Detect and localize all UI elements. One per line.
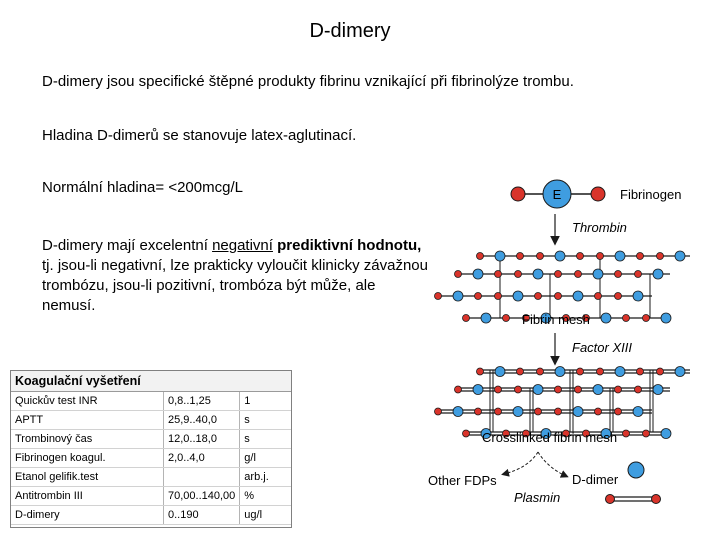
paragraph-ddimer-definition: D-dimery jsou specifické štěpné produkty fibrinu vznikající při fibrinolýze trombu. <box>42 73 574 90</box>
mesh-e-node <box>601 313 611 323</box>
mesh-d-node <box>615 386 622 393</box>
slide-title: D-dimery <box>309 20 391 42</box>
mesh-d-node <box>495 293 502 300</box>
mesh-e-node <box>495 367 505 377</box>
mesh-e-node <box>615 251 625 261</box>
mesh-e-node <box>633 407 643 417</box>
paragraph-predictive-value <box>42 236 432 316</box>
mesh-d-node <box>577 368 584 375</box>
mesh-d-node <box>577 253 584 260</box>
mesh-d-node <box>595 408 602 415</box>
table-row <box>11 487 291 506</box>
mesh-d-node <box>635 386 642 393</box>
mesh-d-node <box>475 293 482 300</box>
reference-range-cell: 12,0..18,0 <box>164 430 240 449</box>
ddimer-d-node-left <box>606 495 615 504</box>
mesh-d-node <box>643 315 650 322</box>
mesh-d-node <box>595 293 602 300</box>
mesh-d-node <box>495 386 502 393</box>
mesh-e-node <box>593 269 603 279</box>
mesh-d-node <box>537 368 544 375</box>
mesh-d-node <box>657 253 664 260</box>
mesh-e-node <box>555 367 565 377</box>
paragraph-latex-agglutination: Hladina D-dimerů se stanovuje latex-aglutinací. <box>42 127 357 144</box>
other-fdps-label: Other FDPs <box>428 473 497 488</box>
ddimer-e-fragment <box>628 462 644 478</box>
ddimer-label: D-dimer <box>572 472 619 487</box>
crosslinked-mesh-label: Crosslinked fibrin mesh <box>482 430 618 445</box>
mesh-d-node <box>435 408 442 415</box>
fibrinogen-molecule <box>511 180 605 208</box>
mesh-d-node <box>635 271 642 278</box>
mesh-d-node <box>463 430 470 437</box>
table-row <box>11 449 291 468</box>
table-row <box>11 392 291 411</box>
split-arrow-right <box>538 452 566 476</box>
mesh-e-node <box>675 251 685 261</box>
crosslinked-fibrin-mesh <box>435 367 691 439</box>
factor-xiii-label: Factor XIII <box>572 340 632 355</box>
mesh-e-node <box>675 367 685 377</box>
mesh-e-node <box>633 291 643 301</box>
mesh-d-node <box>495 271 502 278</box>
mesh-d-node <box>455 386 462 393</box>
unit-cell: 1 <box>240 392 291 411</box>
mesh-e-node <box>555 251 565 261</box>
thrombin-label: Thrombin <box>572 220 627 235</box>
plasmin-label: Plasmin <box>514 490 561 505</box>
table-row <box>11 430 291 449</box>
mesh-e-node <box>513 407 523 417</box>
fibrinogen-label: Fibrinogen <box>620 187 682 202</box>
mesh-d-node <box>535 408 542 415</box>
mesh-d-node <box>623 430 630 437</box>
mesh-d-node <box>597 253 604 260</box>
mesh-d-node <box>637 368 644 375</box>
mesh-d-node <box>515 271 522 278</box>
mesh-e-node <box>533 269 543 279</box>
table-row <box>11 411 291 430</box>
mesh-d-node <box>555 408 562 415</box>
mesh-d-node <box>657 368 664 375</box>
mesh-d-node <box>463 315 470 322</box>
table-row <box>11 468 291 487</box>
mesh-d-node <box>615 271 622 278</box>
mesh-e-node <box>593 385 603 395</box>
mesh-d-node <box>455 271 462 278</box>
mesh-e-node <box>661 313 671 323</box>
mesh-e-node <box>495 251 505 261</box>
unit-cell: s <box>240 411 291 430</box>
mesh-d-node <box>517 368 524 375</box>
mesh-e-node <box>513 291 523 301</box>
mesh-d-node <box>597 368 604 375</box>
test-name-cell: Fibrinogen koagul. <box>11 449 164 468</box>
reference-range-cell: 70,00..140,00 <box>164 487 240 506</box>
mesh-e-node <box>473 269 483 279</box>
mesh-d-node <box>555 293 562 300</box>
mesh-e-node <box>481 313 491 323</box>
unit-cell: % <box>240 487 291 506</box>
fibrinogen-d-domain-right <box>591 187 605 201</box>
mesh-e-node <box>533 385 543 395</box>
test-name-cell: D-dimery <box>11 506 164 525</box>
mesh-d-node <box>495 408 502 415</box>
mesh-e-node <box>653 269 663 279</box>
mesh-d-node <box>475 408 482 415</box>
mesh-e-node <box>573 291 583 301</box>
mesh-e-node <box>473 385 483 395</box>
text-run-underlined: negativní <box>212 237 273 254</box>
unit-cell: s <box>240 430 291 449</box>
mesh-d-node <box>615 408 622 415</box>
mesh-e-node <box>661 429 671 439</box>
unit-cell: g/l <box>240 449 291 468</box>
test-name-cell: Trombinový čas <box>11 430 164 449</box>
fibrinogen-e-label: E <box>552 187 562 202</box>
coagulation-table-body <box>11 392 291 525</box>
text-run-bold: prediktivní hodnotu, <box>272 237 422 254</box>
text-run: D-dimery mají excelentní <box>42 237 213 254</box>
mesh-d-node <box>555 386 562 393</box>
table-row <box>11 506 291 525</box>
coagulation-table-header: Koagulační vyšetření <box>11 371 291 392</box>
test-name-cell: Quickův test INR <box>11 392 164 411</box>
unit-cell: ug/l <box>240 506 291 525</box>
split-arrow-left <box>504 452 538 474</box>
reference-range-cell <box>164 468 240 487</box>
mesh-d-node <box>575 386 582 393</box>
mesh-e-node <box>453 291 463 301</box>
mesh-d-node <box>503 315 510 322</box>
mesh-d-node <box>555 271 562 278</box>
fibrin-mesh-label: Fibrin mesh <box>522 312 590 327</box>
mesh-d-node <box>517 253 524 260</box>
mesh-d-node <box>515 386 522 393</box>
paragraph-normal-level: Normální hladina= <200mcg/L <box>42 179 243 196</box>
coagulation-table <box>10 370 292 528</box>
reference-range-cell: 25,9..40,0 <box>164 411 240 430</box>
reference-range-cell: 0..190 <box>164 506 240 525</box>
mesh-d-node <box>537 253 544 260</box>
mesh-d-node <box>477 368 484 375</box>
reference-range-cell: 0,8..1,25 <box>164 392 240 411</box>
text-run: tj. jsou-li negativní, lze prakticky vyloučit klinicky závažnou trombózu, jsou-li pozitivní, trombóza být může, ale nemusí. <box>42 257 428 314</box>
mesh-d-node <box>477 253 484 260</box>
fibrin-degradation-diagram <box>420 168 710 518</box>
mesh-e-node <box>453 407 463 417</box>
test-name-cell: Antitrombin III <box>11 487 164 506</box>
unit-cell: arb.j. <box>240 468 291 487</box>
mesh-e-node <box>615 367 625 377</box>
test-name-cell: APTT <box>11 411 164 430</box>
mesh-d-node <box>623 315 630 322</box>
mesh-d-node <box>435 293 442 300</box>
fibrinogen-d-domain-left <box>511 187 525 201</box>
mesh-d-node <box>535 293 542 300</box>
mesh-e-node <box>653 385 663 395</box>
reference-range-cell: 2,0..4,0 <box>164 449 240 468</box>
mesh-d-node <box>615 293 622 300</box>
mesh-d-node <box>643 430 650 437</box>
mesh-d-node <box>637 253 644 260</box>
test-name-cell: Etanol gelifik.test <box>11 468 164 487</box>
ddimer-d-node-right <box>652 495 661 504</box>
mesh-e-node <box>573 407 583 417</box>
mesh-d-node <box>575 271 582 278</box>
